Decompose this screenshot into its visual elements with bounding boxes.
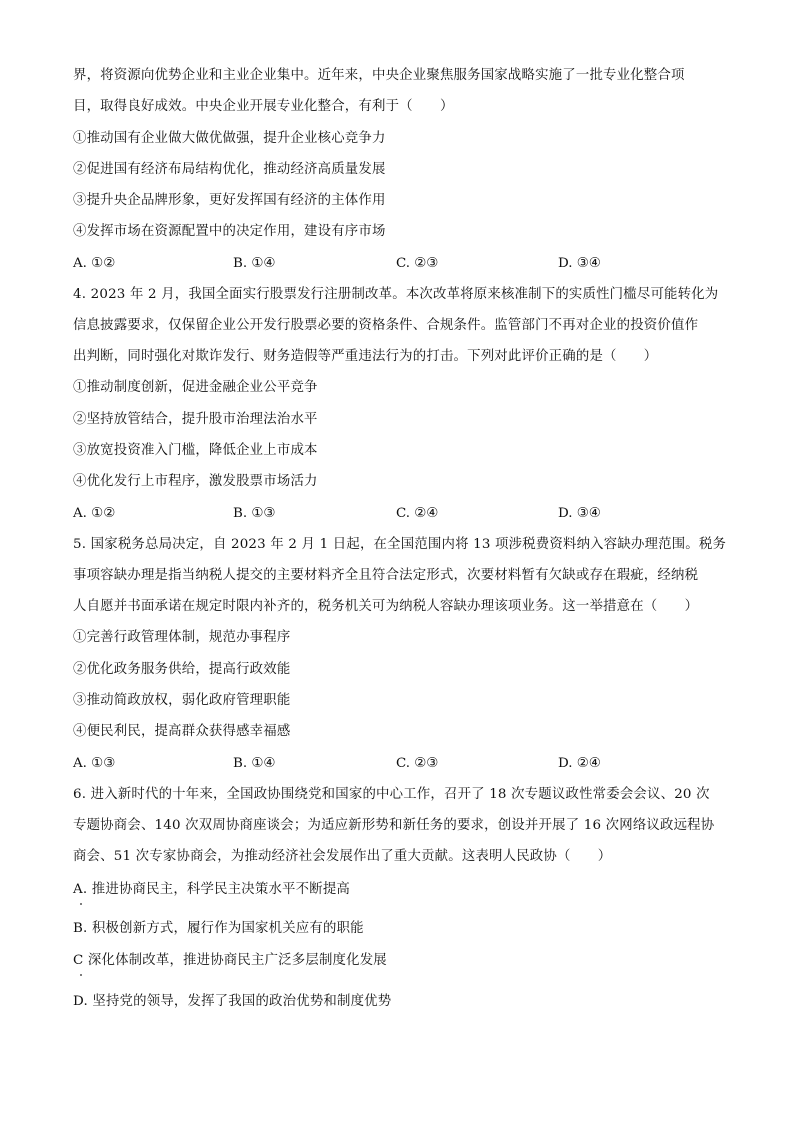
q5-option-d[interactable]: D. ②④ (558, 756, 601, 771)
q3-stem-line-2: 目，取得良好成效。中央企业开展专业化整合，有利于（ ） (73, 99, 454, 114)
q3-options (73, 254, 633, 274)
q3-option-c[interactable]: C. ②③ (396, 256, 439, 271)
q5-statement-4: ④便民利民，提高群众获得感幸福感 (73, 724, 291, 739)
q5-statement-1: ①完善行政管理体制，规范办事程序 (73, 630, 291, 645)
q3-statement-4: ④发挥市场在资源配置中的决定作用，建设有序市场 (73, 224, 386, 239)
q5-stem-line-2: 事项容缺办理是指当纳税人提交的主要材料齐全且符合法定形式，次要材料暂有欠缺或存在瑕疵，经纳税 (73, 568, 699, 583)
q4-statement-1: ①推动制度创新，促进金融企业公平竞争 (73, 380, 318, 395)
q5-statement-3: ③推动简政放权，弱化政府管理职能 (73, 693, 291, 708)
q4-stem-line-2: 信息披露要求，仅保留企业公开发行股票必要的资格条件、合规条件。监管部门不再对企业的投资价值作 (73, 318, 699, 333)
q5-stem-line-1: 5. 国家税务总局决定，自 2023 年 2 月 1 日起，在全国范围内将 13 项涉税费资料纳入容缺办理范围。税务 (73, 537, 727, 552)
q3-option-d[interactable]: D. ③④ (558, 256, 601, 271)
q4-stem-line-1: 4. 2023 年 2 月，我国全面实行股票发行注册制改革。本次改革将原来核准制下的实质性门槛尽可能转化为 (73, 287, 719, 302)
q3-statement-1: ①推动国有企业做大做优做强，提升企业核心竞争力 (73, 131, 386, 146)
q6-stem-line-3: 商会、51 次专家协商会，为推动经济社会发展作出了重大贡献。这表明人民政协（ ） (73, 849, 612, 864)
q3-statement-3: ③提升央企品牌形象，更好发挥国有经济的主体作用 (73, 193, 386, 208)
q4-options (73, 504, 633, 524)
q6-stem-line-2: 专题协商会、140 次双周协商座谈会；为适应新形势和新任务的要求，创设并开展了 16 次网络议政远程协 (73, 818, 715, 833)
q4-option-b[interactable]: B. ①③ (233, 506, 276, 521)
q6-choice-c[interactable]: C 深化体制改革，推进协商民主广泛多层制度化发展 (73, 953, 387, 968)
q4-statement-4: ④优化发行上市程序，激发股票市场活力 (73, 474, 318, 489)
stray-dot-mark (80, 903, 82, 905)
q5-option-c[interactable]: C. ②③ (396, 756, 439, 771)
q6-choice-d[interactable]: D. 坚持党的领导，发挥了我国的政治优势和制度优势 (73, 994, 392, 1009)
q3-statement-2: ②促进国有经济布局结构优化，推动经济高质量发展 (73, 162, 386, 177)
q6-choice-a[interactable]: A. 推进协商民主，科学民主决策水平不断提高 (73, 882, 351, 897)
q5-option-a[interactable]: A. ①③ (73, 756, 116, 771)
q5-stem-line-3: 人自愿并书面承诺在规定时限内补齐的，税务机关可为纳税人容缺办理该项业务。这一举措意在（ ） (73, 599, 699, 614)
q4-statement-2: ②坚持放管结合，提升股市治理法治水平 (73, 412, 318, 427)
q4-statement-3: ③放宽投资准入门槛，降低企业上市成本 (73, 443, 318, 458)
q6-choice-b[interactable]: B. 积极创新方式，履行作为国家机关应有的职能 (73, 921, 364, 936)
q5-statement-2: ②优化政务服务供给，提高行政效能 (73, 662, 291, 677)
q3-option-a[interactable]: A. ①② (73, 256, 116, 271)
q5-option-b[interactable]: B. ①④ (233, 756, 276, 771)
q4-option-a[interactable]: A. ①② (73, 506, 116, 521)
q4-option-c[interactable]: C. ②④ (396, 506, 439, 521)
stray-dot-mark (80, 974, 82, 976)
q5-options (73, 754, 633, 774)
q3-stem-line-1: 界，将资源向优势企业和主业企业集中。近年来，中央企业聚焦服务国家战略实施了一批专业化整合项 (73, 68, 685, 83)
q4-stem-line-3: 出判断，同时强化对欺诈发行、财务造假等严重违法行为的打击。下列对此评价正确的是（ ） (73, 349, 658, 364)
q6-stem-line-1: 6. 进入新时代的十年来，全国政协围绕党和国家的中心工作，召开了 18 次专题议政性常委会会议、20 次 (73, 787, 710, 802)
q3-option-b[interactable]: B. ①④ (233, 256, 276, 271)
q4-option-d[interactable]: D. ③④ (558, 506, 601, 521)
